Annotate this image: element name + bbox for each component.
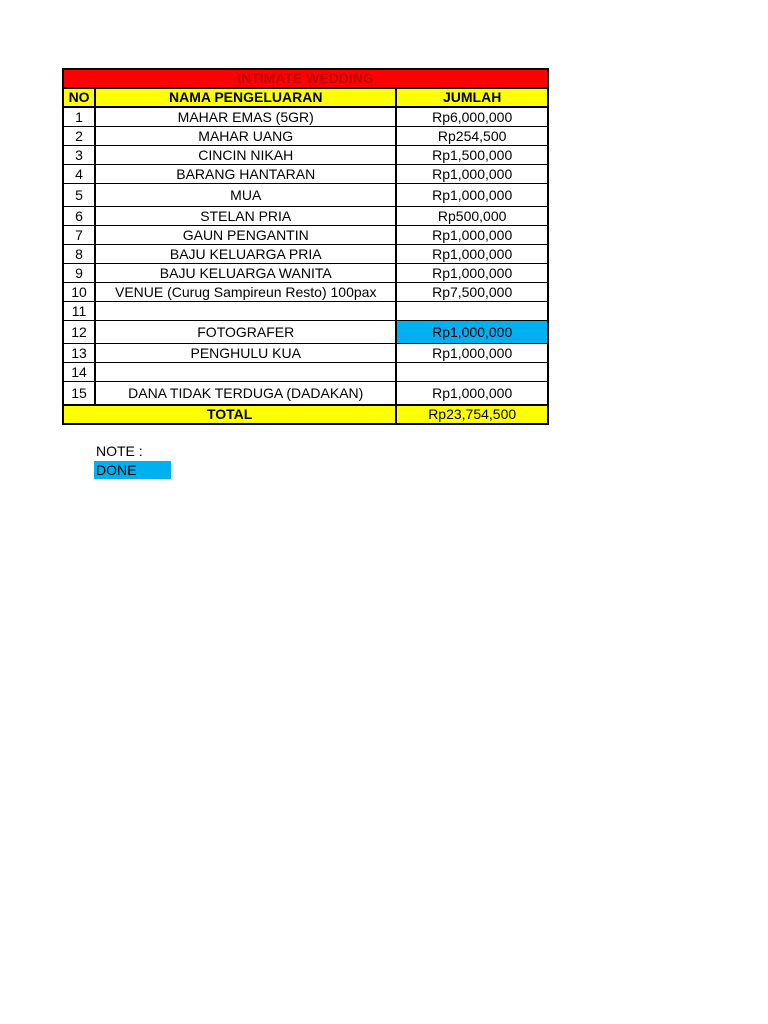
cell-no[interactable]: 15: [63, 382, 95, 406]
expense-table: [62, 68, 549, 425]
table-row: [63, 226, 548, 245]
cell-no[interactable]: 8: [63, 245, 95, 264]
table-row: [63, 245, 548, 264]
cell-name[interactable]: STELAN PRIA: [95, 207, 396, 226]
cell-name[interactable]: BARANG HANTARAN: [95, 165, 396, 184]
note-status-done[interactable]: DONE: [94, 461, 171, 479]
cell-no[interactable]: 6: [63, 207, 95, 226]
table-row: [63, 107, 548, 127]
table-row: [63, 184, 548, 207]
cell-amount[interactable]: [396, 302, 548, 321]
cell-no[interactable]: 3: [63, 146, 95, 165]
cell-name[interactable]: DANA TIDAK TERDUGA (DADAKAN): [95, 382, 396, 406]
cell-amount[interactable]: Rp1,000,000: [396, 226, 548, 245]
header-no[interactable]: NO: [63, 88, 95, 107]
cell-amount[interactable]: Rp254,500: [396, 127, 548, 146]
cell-amount[interactable]: Rp1,000,000: [396, 382, 548, 406]
cell-name[interactable]: PENGHULU KUA: [95, 344, 396, 363]
cell-no[interactable]: 13: [63, 344, 95, 363]
cell-amount[interactable]: Rp7,500,000: [396, 283, 548, 302]
table-title[interactable]: INTIMATE WEDDING: [63, 69, 548, 88]
header-name[interactable]: NAMA PENGELUARAN: [95, 88, 396, 107]
cell-no[interactable]: 2: [63, 127, 95, 146]
cell-no[interactable]: 5: [63, 184, 95, 207]
cell-name[interactable]: CINCIN NIKAH: [95, 146, 396, 165]
cell-name[interactable]: GAUN PENGANTIN: [95, 226, 396, 245]
cell-name[interactable]: [95, 302, 396, 321]
table-row: [63, 302, 548, 321]
cell-amount[interactable]: [396, 363, 548, 382]
cell-amount[interactable]: Rp1,000,000: [396, 245, 548, 264]
cell-name[interactable]: BAJU KELUARGA PRIA: [95, 245, 396, 264]
cell-no[interactable]: 1: [63, 107, 95, 127]
cell-no[interactable]: 12: [63, 321, 95, 344]
table-row: [63, 321, 548, 344]
table-row: [63, 283, 548, 302]
cell-no[interactable]: 4: [63, 165, 95, 184]
cell-no[interactable]: 10: [63, 283, 95, 302]
cell-name[interactable]: MAHAR EMAS (5GR): [95, 107, 396, 127]
cell-amount[interactable]: Rp6,000,000: [396, 107, 548, 127]
cell-amount[interactable]: Rp1,000,000: [396, 344, 548, 363]
cell-name[interactable]: FOTOGRAFER: [95, 321, 396, 344]
table-header-row: [63, 88, 548, 107]
cell-name[interactable]: MUA: [95, 184, 396, 207]
cell-amount[interactable]: Rp1,000,000: [396, 184, 548, 207]
cell-amount[interactable]: Rp1,000,000: [396, 165, 548, 184]
cell-no[interactable]: 7: [63, 226, 95, 245]
table-row: [63, 363, 548, 382]
table-row: [63, 165, 548, 184]
cell-name[interactable]: MAHAR UANG: [95, 127, 396, 146]
table-title-row: [63, 69, 548, 88]
cell-name[interactable]: VENUE (Curug Sampireun Resto) 100pax: [95, 283, 396, 302]
table-row: [63, 127, 548, 146]
cell-amount-highlighted[interactable]: Rp1,000,000: [396, 321, 548, 344]
cell-name[interactable]: [95, 363, 396, 382]
cell-no[interactable]: 11: [63, 302, 95, 321]
cell-amount[interactable]: Rp500,000: [396, 207, 548, 226]
table-row: [63, 146, 548, 165]
table-total-row: [63, 405, 548, 424]
table-row: [63, 207, 548, 226]
note-label[interactable]: NOTE :: [96, 443, 143, 459]
table-row: [63, 382, 548, 406]
table-row: [63, 344, 548, 363]
total-label[interactable]: TOTAL: [63, 405, 396, 424]
table-row: [63, 264, 548, 283]
cell-amount[interactable]: Rp1,000,000: [396, 264, 548, 283]
header-amount[interactable]: JUMLAH: [396, 88, 548, 107]
cell-amount[interactable]: Rp1,500,000: [396, 146, 548, 165]
total-amount[interactable]: Rp23,754,500: [396, 405, 548, 424]
cell-name[interactable]: BAJU KELUARGA WANITA: [95, 264, 396, 283]
cell-no[interactable]: 14: [63, 363, 95, 382]
cell-no[interactable]: 9: [63, 264, 95, 283]
